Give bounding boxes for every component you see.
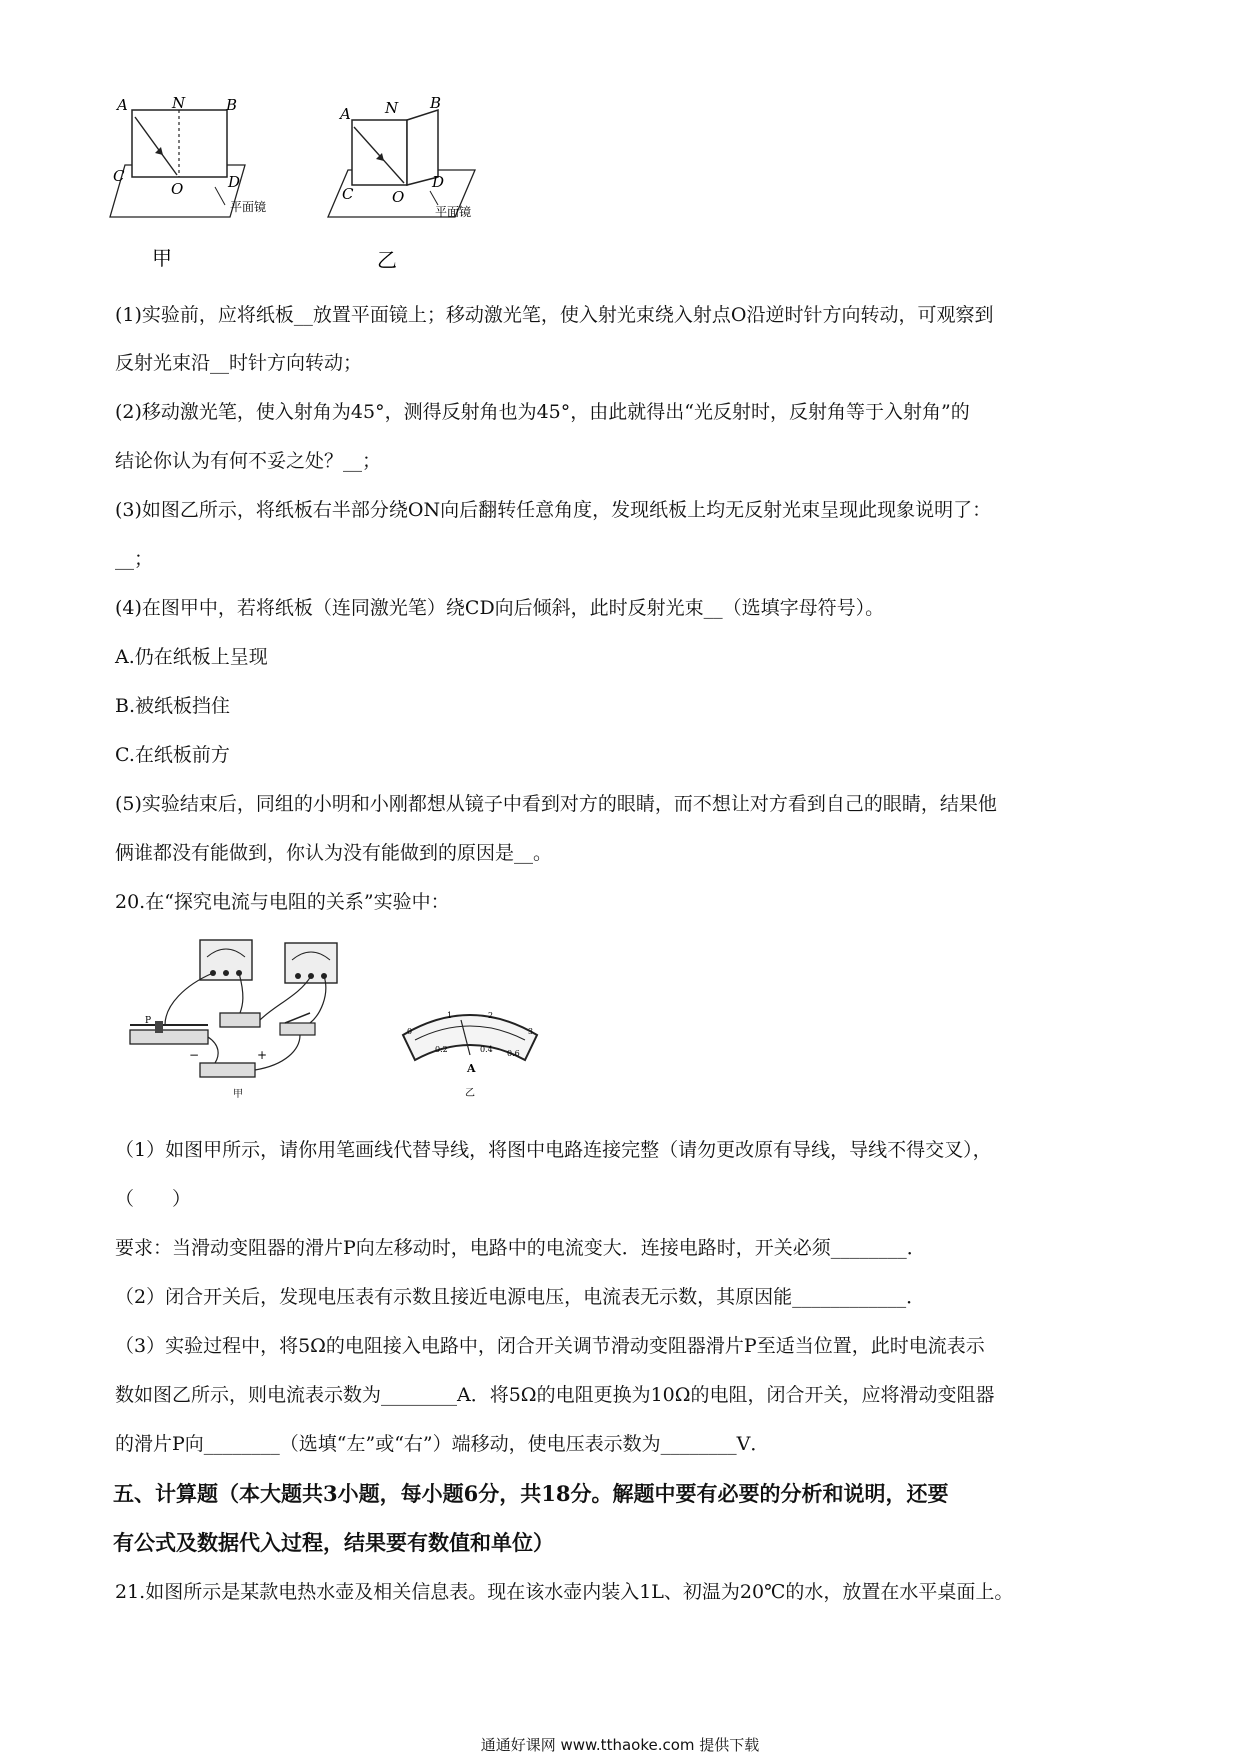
tick-label: 0.4 [480,1045,493,1054]
tick-label: 0 [407,1027,413,1036]
svg-text:−: − [189,1048,200,1062]
battery [189,1048,267,1077]
q19-part5-line2: 俩谁都没有能做到，你认为没有能做到的原因是__。 [115,842,553,864]
tick-label: 0.2 [435,1045,448,1054]
q20-part3-line3: 的滑片P向________（选填“左”或“右”）端移动，使电压表示数为________V． [115,1433,770,1455]
q19-part2-line2: 结论你认为有何不妥之处？__； [115,450,382,472]
q19-part4: (4)在图甲中，若将纸板（连同激光笔）绕CD向后倾斜，此时反射光束__（选填字母符号）。 [115,597,885,619]
q21-text: 21.如图所示是某款电热水壶及相关信息表。现在该水壶内装入1L、初温为20℃的水，放置在水平桌面上。 [115,1581,1014,1603]
figure-yi [320,95,520,275]
caption-yi: 乙 [377,248,397,272]
label-A: A [117,96,128,114]
q20-part2: （2）闭合开关后，发现电压表有示数且接近电源电压，电流表无示数，其原因能____________． [115,1286,926,1308]
caption-jia: 甲 [152,246,172,270]
q19-option-a: A.仍在纸板上呈现 [115,646,268,668]
rheostat [130,1016,208,1044]
paper-board-left [352,120,407,185]
mirror-pointer [215,187,225,205]
label-mirror: 平面镜 [230,200,267,214]
page-footer: 通通好课网 www.tthaoke.com 提供下载 [480,1736,760,1754]
tick-label: 3 [528,1027,534,1036]
section5-heading-line1: 五、计算题（本大题共3小题，每小题6分，共18分。解题中要有必要的分析和说明，还要 [113,1481,949,1506]
q20-part3-line2: 数如图乙所示，则电流表示数为________A．将5Ω的电阻更换为10Ω的电阻，闭合开关，应将滑动变阻器 [115,1384,995,1406]
q19-part2-line1: (2)移动激光笔，使入射角为45°，测得反射角也为45°，由此就得出“光反射时，反射角等于入射角”的 [115,401,970,423]
meter-symbol: A [467,1062,476,1075]
q20-part1-line1: （1）如图甲所示，请你用笔画线代替导线，将图中电路连接完整（请勿更改原有导线，导线不得交叉）， [115,1139,992,1161]
label-D: D [432,173,445,191]
label-O: O [392,188,405,206]
label-O: O [171,180,184,198]
q19-part3-line1: (3)如图乙所示，将纸板右半部分绕ON向后翻转任意角度，发现纸板上均无反射光束呈现此现象说明了： [115,499,992,521]
tick-label: 2 [488,1011,494,1020]
q19-part3-line2: __； [115,548,154,570]
label-N: N [385,99,399,117]
q20-part3-line1: （3）实验过程中，将5Ω的电阻接入电路中，闭合开关调节滑动变阻器滑片P至适当位置，此时电流表示 [115,1335,985,1357]
label-mirror: 平面镜 [435,205,472,219]
label-A: A [340,105,351,123]
mirror-pointer [430,191,438,205]
ammeter-dial-yi [395,1000,545,1100]
q19-option-b: B.被纸板挡住 [115,695,231,717]
label-C: C [342,185,354,203]
tick-label: 0.6 [507,1049,520,1058]
q19-part1-line2: 反射光束沿__时针方向转动； [115,352,363,374]
circuit-figure-jia [125,935,375,1100]
caption-dial-yi: 乙 [465,1088,475,1099]
section5-heading-line2: 有公式及数据代入过程，结果要有数值和单位） [113,1530,554,1555]
q20-requirement: 要求：当滑动变阻器的滑片P向左移动时，电路中的电流变大．连接电路时，开关必须________． [115,1237,926,1259]
label-C: C [113,167,125,185]
svg-text:+: + [257,1048,268,1062]
svg-text:P: P [145,1016,152,1026]
switch [280,1013,315,1035]
label-B: B [226,96,238,114]
resistor [220,1013,260,1027]
label-N: N [172,95,186,112]
figure-jia [95,95,295,275]
tick-label: 1 [447,1011,453,1020]
q19-option-c: C.在纸板前方 [115,744,230,766]
q19-part5-line1: (5)实验结束后，同组的小明和小刚都想从镜子中看到对方的眼睛，而不想让对方看到自己的眼睛，结果他 [115,793,997,815]
caption-circuit-jia: 甲 [233,1089,243,1100]
label-D: D [228,173,241,191]
q19-part1-line1: (1)实验前，应将纸板__放置平面镜上；移动激光笔，使入射光束绕入射点O沿逆时针方向转动，可观察到 [115,304,994,326]
q20-title: 20.在“探究电流与电阻的关系”实验中： [115,891,450,913]
q20-part1-line2: （ ） [115,1188,192,1210]
label-B: B [430,95,442,112]
voltmeter [200,940,252,980]
